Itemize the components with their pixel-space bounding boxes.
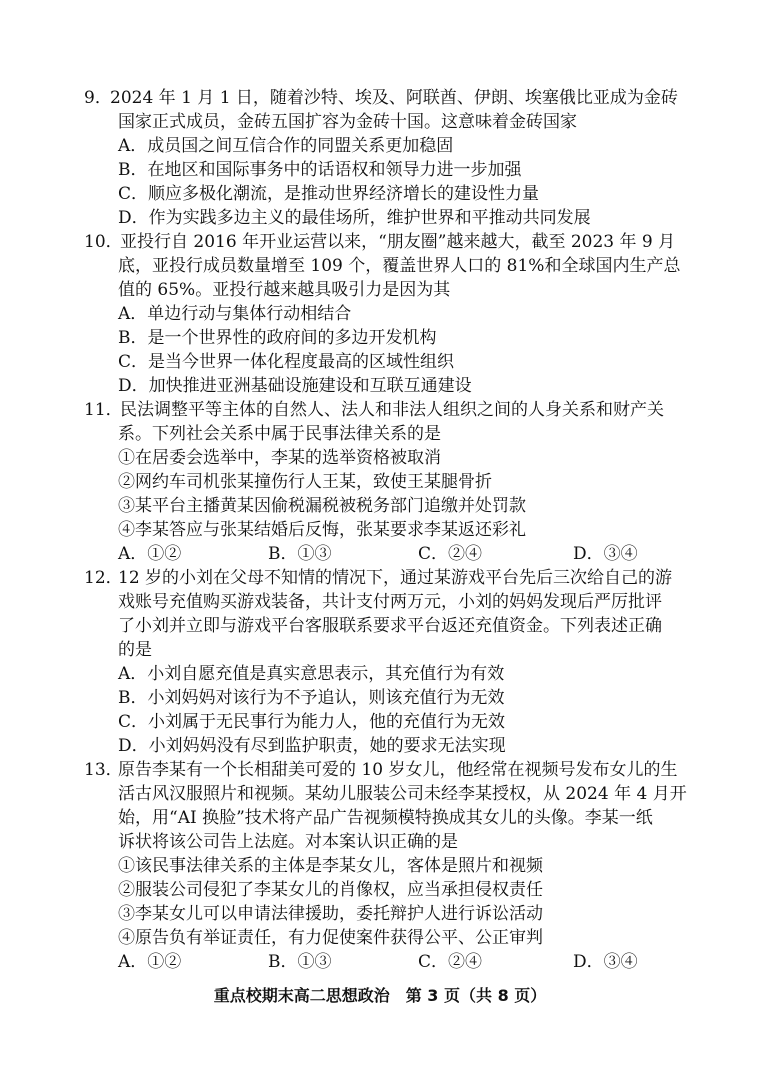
answer-option: B．是一个世界性的政府间的多边开发机构: [118, 328, 437, 348]
statement-item: ④原告负有举证责任，有力促使案件获得公平、公正审判: [118, 928, 543, 948]
question-stem-line: 民法调整平等主体的自然人、法人和非法人组织之间的人身关系和财产关: [120, 400, 664, 420]
question-stem-line: 12 岁的小刘在父母不知情的情况下，通过某游戏平台先后三次给自己的游: [118, 568, 673, 588]
question-stem-line: 亚投行自 2016 年开业运营以来，“朋友圈”越来越大，截至 2023 年 9 月: [120, 232, 676, 252]
choice-option: A．①②: [118, 544, 182, 564]
question-stem-line: 诉状将该公司告上法庭。对本案认识正确的是: [118, 832, 458, 852]
question-stem-line: 系。下列社会关系中属于民事法律关系的是: [118, 424, 441, 444]
question-stem-line: 的是: [118, 640, 152, 660]
answer-option: A．小刘自愿充值是真实意思表示，其充值行为有效: [118, 664, 505, 684]
statement-item: ②服装公司侵犯了李某女儿的肖像权，应当承担侵权责任: [118, 880, 543, 900]
question-stem-line: 原告李某有一个长相甜美可爱的 10 岁女儿，他经常在视频号发布女儿的生: [118, 760, 678, 780]
choice-option: C．②④: [418, 544, 483, 564]
choice-option: D．③④: [573, 544, 638, 564]
statement-item: ③李某女儿可以申请法律援助，委托辩护人进行诉讼活动: [118, 904, 543, 924]
question-stem-line: 活古风汉服照片和视频。某幼儿服装公司未经李某授权，从 2024 年 4 月开: [118, 784, 687, 804]
statement-item: ①在居委会选举中，李某的选举资格被取消: [118, 448, 441, 468]
question-stem-line: 值的 65%。亚投行越来越具吸引力是因为其: [118, 280, 451, 300]
question-stem-line: 了小刘并立即与游戏平台客服联系要求平台返还充值资金。下列表述正确: [118, 616, 662, 636]
answer-option: A．单边行动与集体行动相结合: [118, 304, 352, 324]
answer-option: C．是当今世界一体化程度最高的区域性组织: [118, 352, 455, 372]
choice-option: C．②④: [418, 952, 483, 972]
question-number: 10．: [84, 232, 123, 252]
answer-option: D．小刘妈妈没有尽到监护职责，她的要求无法实现: [118, 736, 506, 756]
answer-option: D．加快推进亚洲基础设施建设和互联互通建设: [118, 376, 472, 396]
statement-item: ③某平台主播黄某因偷税漏税被税务部门追缴并处罚款: [118, 496, 526, 516]
choice-option: B．①③: [268, 952, 332, 972]
answer-option: D．作为实践多边主义的最佳场所，维护世界和平推动共同发展: [118, 208, 591, 228]
page-footer: 重点校期末高二思想政治 第 3 页（共 8 页）: [213, 986, 547, 1005]
statement-item: ①该民事法律关系的主体是李某女儿，客体是照片和视频: [118, 856, 543, 876]
answer-option: B．在地区和国际事务中的话语权和领导力进一步加强: [118, 160, 522, 180]
answer-option: A．成员国之间互信合作的同盟关系更加稳固: [118, 136, 454, 156]
statement-item: ②网约车司机张某撞伤行人王某，致使王某腿骨折: [118, 472, 492, 492]
question-stem-line: 戏账号充值购买游戏装备，共计支付两万元，小刘的妈妈发现后严厉批评: [118, 592, 662, 612]
answer-option: C．小刘属于无民事行为能力人，他的充值行为无效: [118, 712, 506, 732]
question-number: 13．: [84, 760, 123, 780]
choice-option: B．①③: [268, 544, 332, 564]
question-number: 12．: [84, 568, 123, 588]
question-number: 11．: [84, 400, 123, 420]
question-stem-line: 2024 年 1 月 1 日，随着沙特、埃及、阿联酋、伊朗、埃塞俄比亚成为金砖: [110, 88, 678, 108]
choice-option: A．①②: [118, 952, 182, 972]
choice-option: D．③④: [573, 952, 638, 972]
question-stem-line: 底，亚投行成员数量增至 109 个，覆盖世界人口的 81%和全球国内生产总: [118, 256, 681, 276]
question-number: 9．: [84, 88, 112, 108]
question-stem-line: 国家正式成员，金砖五国扩容为金砖十国。这意味着金砖国家: [118, 112, 577, 132]
answer-option: C．顺应多极化潮流，是推动世界经济增长的建设性力量: [118, 184, 540, 204]
question-stem-line: 始，用“AI 换脸”技术将产品广告视频模特换成其女儿的头像。李某一纸: [118, 808, 653, 828]
answer-option: B．小刘妈妈对该行为不予追认，则该充值行为无效: [118, 688, 505, 708]
statement-item: ④李某答应与张某结婚后反悔，张某要求李某返还彩礼: [118, 520, 526, 540]
